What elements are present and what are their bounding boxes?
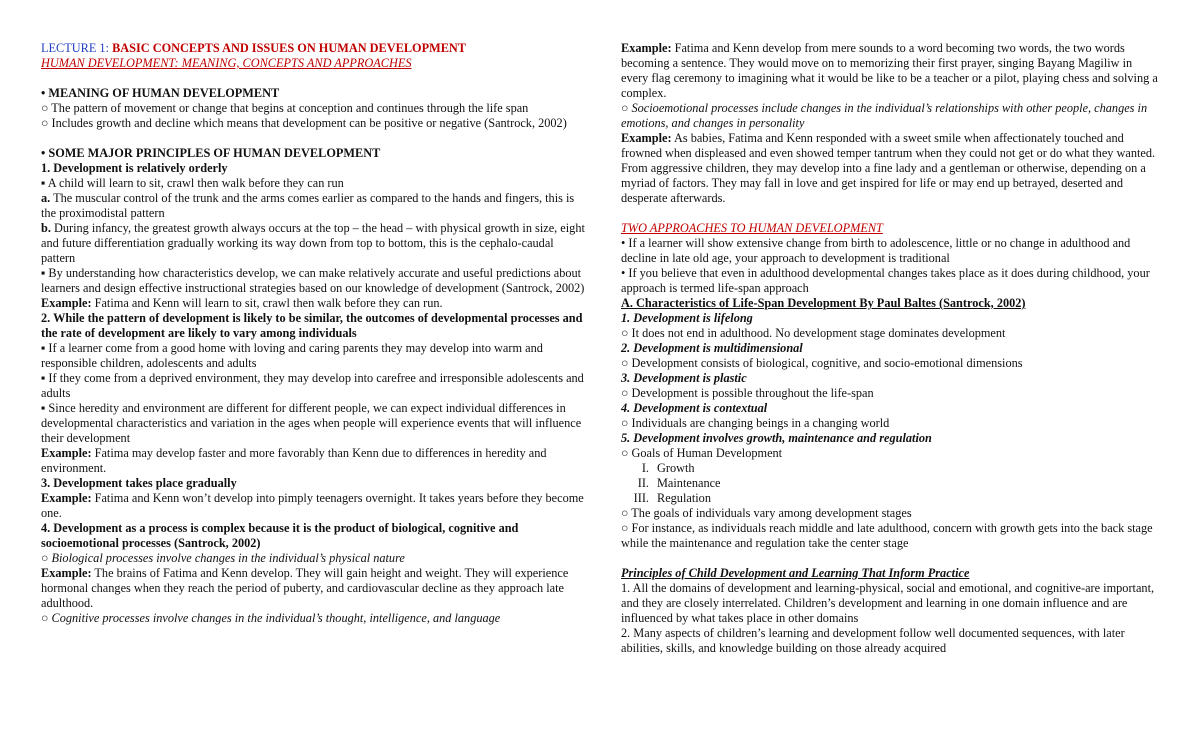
- principle-2-heading: 2. While the pattern of development is likely to be similar, the outcomes of developmental processes and the rate of development are likely to vary among individuals: [41, 311, 583, 340]
- example-label: Example:: [621, 41, 672, 55]
- goal-label: Growth: [657, 461, 695, 475]
- principle-1-point-a: [41, 191, 586, 221]
- point-text: During infancy, the greatest growth always occurs at the top – the head – with physical growth in size, eight and future differentiation gradually working its way down from top to bottom, this is the cephalo-caudal pattern: [41, 221, 585, 265]
- lecture-title: BASIC CONCEPTS AND ISSUES ON HUMAN DEVELOPMENT: [112, 41, 466, 55]
- socioemotional-processes: ○ Socioemotional processes include changes in the individual’s relationships with other people, changes in emotions, and changes in personality: [621, 101, 1148, 130]
- point-text: The muscular control of the trunk and the arms comes earlier as compared to the hands and fingers, this is the proximodistal pattern: [41, 191, 575, 220]
- characteristic-2-heading: 2. Development is multidimensional: [621, 341, 803, 355]
- approach-traditional: • If a learner will show extensive change from birth to adolescence, little or no change in adulthood and decline in late old age, your approach to development is traditional: [621, 236, 1131, 265]
- goal-label: Maintenance: [657, 476, 721, 490]
- lecture-subtitle: HUMAN DEVELOPMENT: MEANING, CONCEPTS AND APPROACHES: [41, 56, 412, 70]
- principle-1-bullet-a: ▪ A child will learn to sit, crawl then walk before they can run: [41, 176, 344, 190]
- principle-1-bullet-b: ▪ By understanding how characteristics develop, we can make relatively accurate and useful predictions about learners and design effective instructional strategies based on our knowledge of development (Santrock, 2002): [41, 266, 585, 295]
- example-label: Example:: [41, 566, 92, 580]
- child-principles-heading: Principles of Child Development and Learning That Inform Practice: [621, 566, 970, 580]
- principles-heading: • SOME MAJOR PRINCIPLES OF HUMAN DEVELOPMENT: [41, 146, 381, 160]
- example-text: As babies, Fatima and Kenn responded with a sweet smile when affectionately touched and frowned when displeased and even showed temper tantrum when they could not get or do what they wanted. From aggressive children, they may develop into a fine lady and a gentleman or otherwise, depending on a myriad of factors. They may fall in love and get inspired for life or may end up betrayed, deserted and desperate afterwards.: [621, 131, 1156, 205]
- example-text: Fatima and Kenn will learn to sit, crawl then walk before they can run.: [91, 296, 443, 310]
- characteristic-3-heading: 3. Development is plastic: [621, 371, 747, 385]
- point-label: a.: [41, 191, 51, 205]
- meaning-heading: • MEANING OF HUMAN DEVELOPMENT: [41, 86, 280, 100]
- right-column: [621, 41, 1161, 656]
- characteristic-4-text: ○ Individuals are changing beings in a changing world: [621, 416, 890, 430]
- cognitive-processes: ○ Cognitive processes involve changes in the individual’s thought, intelligence, and language: [41, 611, 501, 625]
- principle-1-point-b: [41, 221, 586, 266]
- characteristic-2-text: ○ Development consists of biological, cognitive, and socio-emotional dimensions: [621, 356, 1023, 370]
- goal-item-growth: [621, 461, 1161, 476]
- point-label: b.: [41, 221, 51, 235]
- left-column: [41, 41, 586, 626]
- example-text: The brains of Fatima and Kenn develop. They will gain height and weight. They will experience hormonal changes when they reach the period of puberty, and cardiovascular decline as they approach late adulthood.: [41, 566, 569, 610]
- example-text: Fatima may develop faster and more favorably than Kenn due to differences in heredity and environment.: [41, 446, 547, 475]
- meaning-item-2: ○ Includes growth and decline which means that development can be positive or negative (Santrock, 2002): [41, 116, 567, 130]
- spacer: [621, 551, 1161, 566]
- principle-3-example: [41, 491, 586, 521]
- cognitive-example: [621, 41, 1161, 101]
- socioemotional-example: [621, 131, 1161, 206]
- example-label: Example:: [621, 131, 672, 145]
- principle-4-heading: 4. Development as a process is complex because it is the product of biological, cognitive and socioemotional processes (Santrock, 2002): [41, 521, 519, 550]
- biological-processes: ○ Biological processes involve changes in the individual’s physical nature: [41, 551, 405, 565]
- biological-example: [41, 566, 586, 611]
- baltes-heading: A. Characteristics of Life-Span Development By Paul Baltes (Santrock, 2002): [621, 296, 1026, 310]
- characteristic-1-heading: 1. Development is lifelong: [621, 311, 753, 325]
- example-label: Example:: [41, 491, 92, 505]
- lecture-title-line: [41, 41, 586, 56]
- goal-number: III.: [633, 491, 649, 505]
- example-text: Fatima and Kenn won’t develop into pimply teenagers overnight. It takes years before they become one.: [41, 491, 584, 520]
- characteristic-1-text: ○ It does not end in adulthood. No development stage dominates development: [621, 326, 1006, 340]
- example-label: Example:: [41, 296, 92, 310]
- meaning-item-1: ○ The pattern of movement or change that begins at conception and continues through the life span: [41, 101, 529, 115]
- goals-vary-text: ○ The goals of individuals vary among development stages: [621, 506, 912, 520]
- principle-2-bullet-b: ▪ If they come from a deprived environment, they may develop into carefree and irresponsible adolescents and adults: [41, 371, 584, 400]
- goals-instance-text: ○ For instance, as individuals reach middle and late adulthood, concern with growth gets into the back stage while the maintenance and regulation take the center stage: [621, 521, 1153, 550]
- characteristic-5-heading: 5. Development involves growth, maintenance and regulation: [621, 431, 932, 445]
- child-principle-2: 2. Many aspects of children’s learning and development follow well documented sequences, with later abilities, skills, and knowledge building on those already acquired: [621, 626, 1125, 655]
- principle-2-example: [41, 446, 586, 476]
- principle-1-heading: 1. Development is relatively orderly: [41, 161, 228, 175]
- example-text: Fatima and Kenn develop from mere sounds to a word becoming two words, the two words becoming a sentence. They would move on to memorizing their first prayer, singing Bayang Magiliw in every flag ceremony to imagining what it would be like to be a teacher or a pilot, playing chess and solving a complex.: [621, 41, 1158, 100]
- goal-label: Regulation: [657, 491, 711, 505]
- principle-3-heading: 3. Development takes place gradually: [41, 476, 237, 490]
- principle-2-bullet-a: ▪ If a learner come from a good home with loving and caring parents they may develop into warm and responsible children, adolescents and adults: [41, 341, 543, 370]
- characteristic-3-text: ○ Development is possible throughout the life-span: [621, 386, 874, 400]
- goal-item-regulation: [621, 491, 1161, 506]
- spacer: [41, 71, 586, 86]
- principle-2-bullet-c: ▪ Since heredity and environment are different for different people, we can expect individual differences in developmental characteristics and variation in the ages when people will experience events that will influence their development: [41, 401, 582, 445]
- spacer: [621, 206, 1161, 221]
- characteristic-4-heading: 4. Development is contextual: [621, 401, 768, 415]
- goal-number: I.: [641, 461, 649, 475]
- child-principle-1: 1. All the domains of development and learning-physical, social and emotional, and cognitive-are important, and they are closely interrelated. Children’s development and learning in one domain influence and are influenced by what takes place in other domains: [621, 581, 1155, 625]
- goal-number: II.: [637, 476, 649, 490]
- example-label: Example:: [41, 446, 92, 460]
- two-approaches-heading: TWO APPROACHES TO HUMAN DEVELOPMENT: [621, 221, 883, 235]
- approach-life-span: • If you believe that even in adulthood developmental changes takes place as it does during childhood, your approach is termed life-span approach: [621, 266, 1150, 295]
- characteristic-5-text: ○ Goals of Human Development: [621, 446, 783, 460]
- lecture-label: LECTURE 1:: [41, 41, 109, 55]
- spacer: [41, 131, 586, 146]
- goal-item-maintenance: [621, 476, 1161, 491]
- principle-1-example: [41, 296, 586, 311]
